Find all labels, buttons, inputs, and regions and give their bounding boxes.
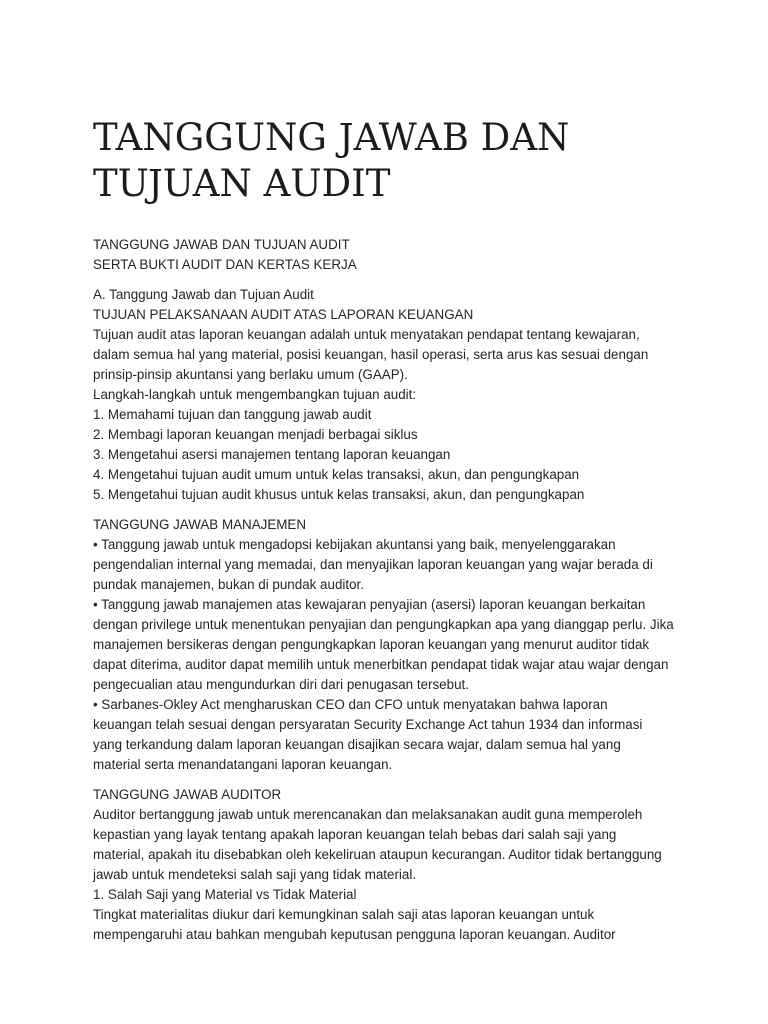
text-line: Tingkat materialitas diukur dari kemungkinan salah saji atas laporan keuangan untuk (93, 907, 595, 922)
text-line: • Sarbanes-Okley Act mengharuskan CEO dan CFO untuk menyatakan bahwa laporan (93, 697, 608, 712)
paragraph (93, 785, 693, 945)
text-line: yang terkandung dalam laporan keuangan disajikan secara wajar, dalam semua hal yang (93, 737, 621, 752)
text-line: 2. Membagi laporan keuangan menjadi berbagai siklus (93, 427, 418, 442)
text-line: 1. Salah Saji yang Material vs Tidak Material (93, 887, 357, 902)
title-line: TUJUAN AUDIT (93, 162, 391, 205)
text-line: jawab untuk mendeteksi salah saji yang tidak material. (93, 867, 417, 882)
text-line: TANGGUNG JAWAB DAN TUJUAN AUDIT (93, 237, 350, 252)
paragraph (93, 515, 693, 775)
text-line: manajemen bersikeras dengan pengungkapkan laporan keuangan yang menurut auditor tidak (93, 637, 650, 652)
paragraph (93, 285, 693, 505)
text-line: Auditor bertanggung jawab untuk merencanakan dan melaksanakan audit guna memperoleh (93, 807, 643, 822)
title-line: TANGGUNG JAWAB DAN (93, 116, 570, 159)
text-line: TUJUAN PELAKSANAAN AUDIT ATAS LAPORAN KEUANGAN (93, 307, 474, 322)
text-line: prinsip-pinsip akuntansi yang berlaku umum (GAAP). (93, 367, 408, 382)
text-line: A. Tanggung Jawab dan Tujuan Audit (93, 287, 314, 302)
text-line: • Tanggung jawab untuk mengadopsi kebijakan akuntansi yang baik, menyelenggarakan (93, 537, 616, 552)
text-line: dapat diterima, auditor dapat memilih untuk menerbitkan pendapat tidak wajar atau wajar dengan (93, 657, 669, 672)
text-line: pengecualian atau mengundurkan diri dari penugasan tersebut. (93, 677, 469, 692)
text-line: TANGGUNG JAWAB AUDITOR (93, 787, 282, 802)
text-line: SERTA BUKTI AUDIT DAN KERTAS KERJA (93, 257, 357, 272)
document-page (93, 0, 693, 955)
text-line: 1. Memahami tujuan dan tanggung jawab audit (93, 407, 372, 422)
text-line: material, apakah itu disebabkan oleh kekeliruan ataupun kecurangan. Auditor tidak bertanggung (93, 847, 662, 862)
text-line: 3. Mengetahui asersi manajemen tentang laporan keuangan (93, 447, 451, 462)
text-line: material serta menandatangani laporan keuangan. (93, 757, 393, 772)
text-line: kepastian yang layak tentang apakah laporan keuangan telah bebas dari salah saji yang (93, 827, 617, 842)
paragraph (93, 235, 693, 275)
text-line: Tujuan audit atas laporan keuangan adalah untuk menyatakan pendapat tentang kewajaran, (93, 327, 640, 342)
text-line: pengendalian internal yang memadai, dan menyajikan laporan keuangan yang wajar berada di (93, 557, 653, 572)
text-line: 5. Mengetahui tujuan audit khusus untuk kelas transaksi, akun, dan pengungkapan (93, 487, 585, 502)
document-body (93, 235, 693, 945)
text-line: 4. Mengetahui tujuan audit umum untuk kelas transaksi, akun, dan pengungkapan (93, 467, 580, 482)
text-line: keuangan telah sesuai dengan persyaratan Security Exchange Act tahun 1934 dan informasi (93, 717, 643, 732)
text-line: mempengaruhi atau bahkan mengubah keputusan pengguna laporan keuangan. Auditor (93, 927, 616, 942)
text-line: dengan privilege untuk menentukan penyajian dan pengungkapkan apa yang dianggap perlu. Jika (93, 617, 674, 632)
text-line: Langkah-langkah untuk mengembangkan tujuan audit: (93, 387, 417, 402)
text-line: • Tanggung jawab manajemen atas kewajaran penyajian (asersi) laporan keuangan berkaitan (93, 597, 646, 612)
text-line: pundak manajemen, bukan di pundak auditor. (93, 577, 364, 592)
document-title (93, 0, 693, 207)
text-line: TANGGUNG JAWAB MANAJEMEN (93, 517, 307, 532)
text-line: dalam semua hal yang material, posisi keuangan, hasil operasi, serta arus kas sesuai dengan (93, 347, 649, 362)
